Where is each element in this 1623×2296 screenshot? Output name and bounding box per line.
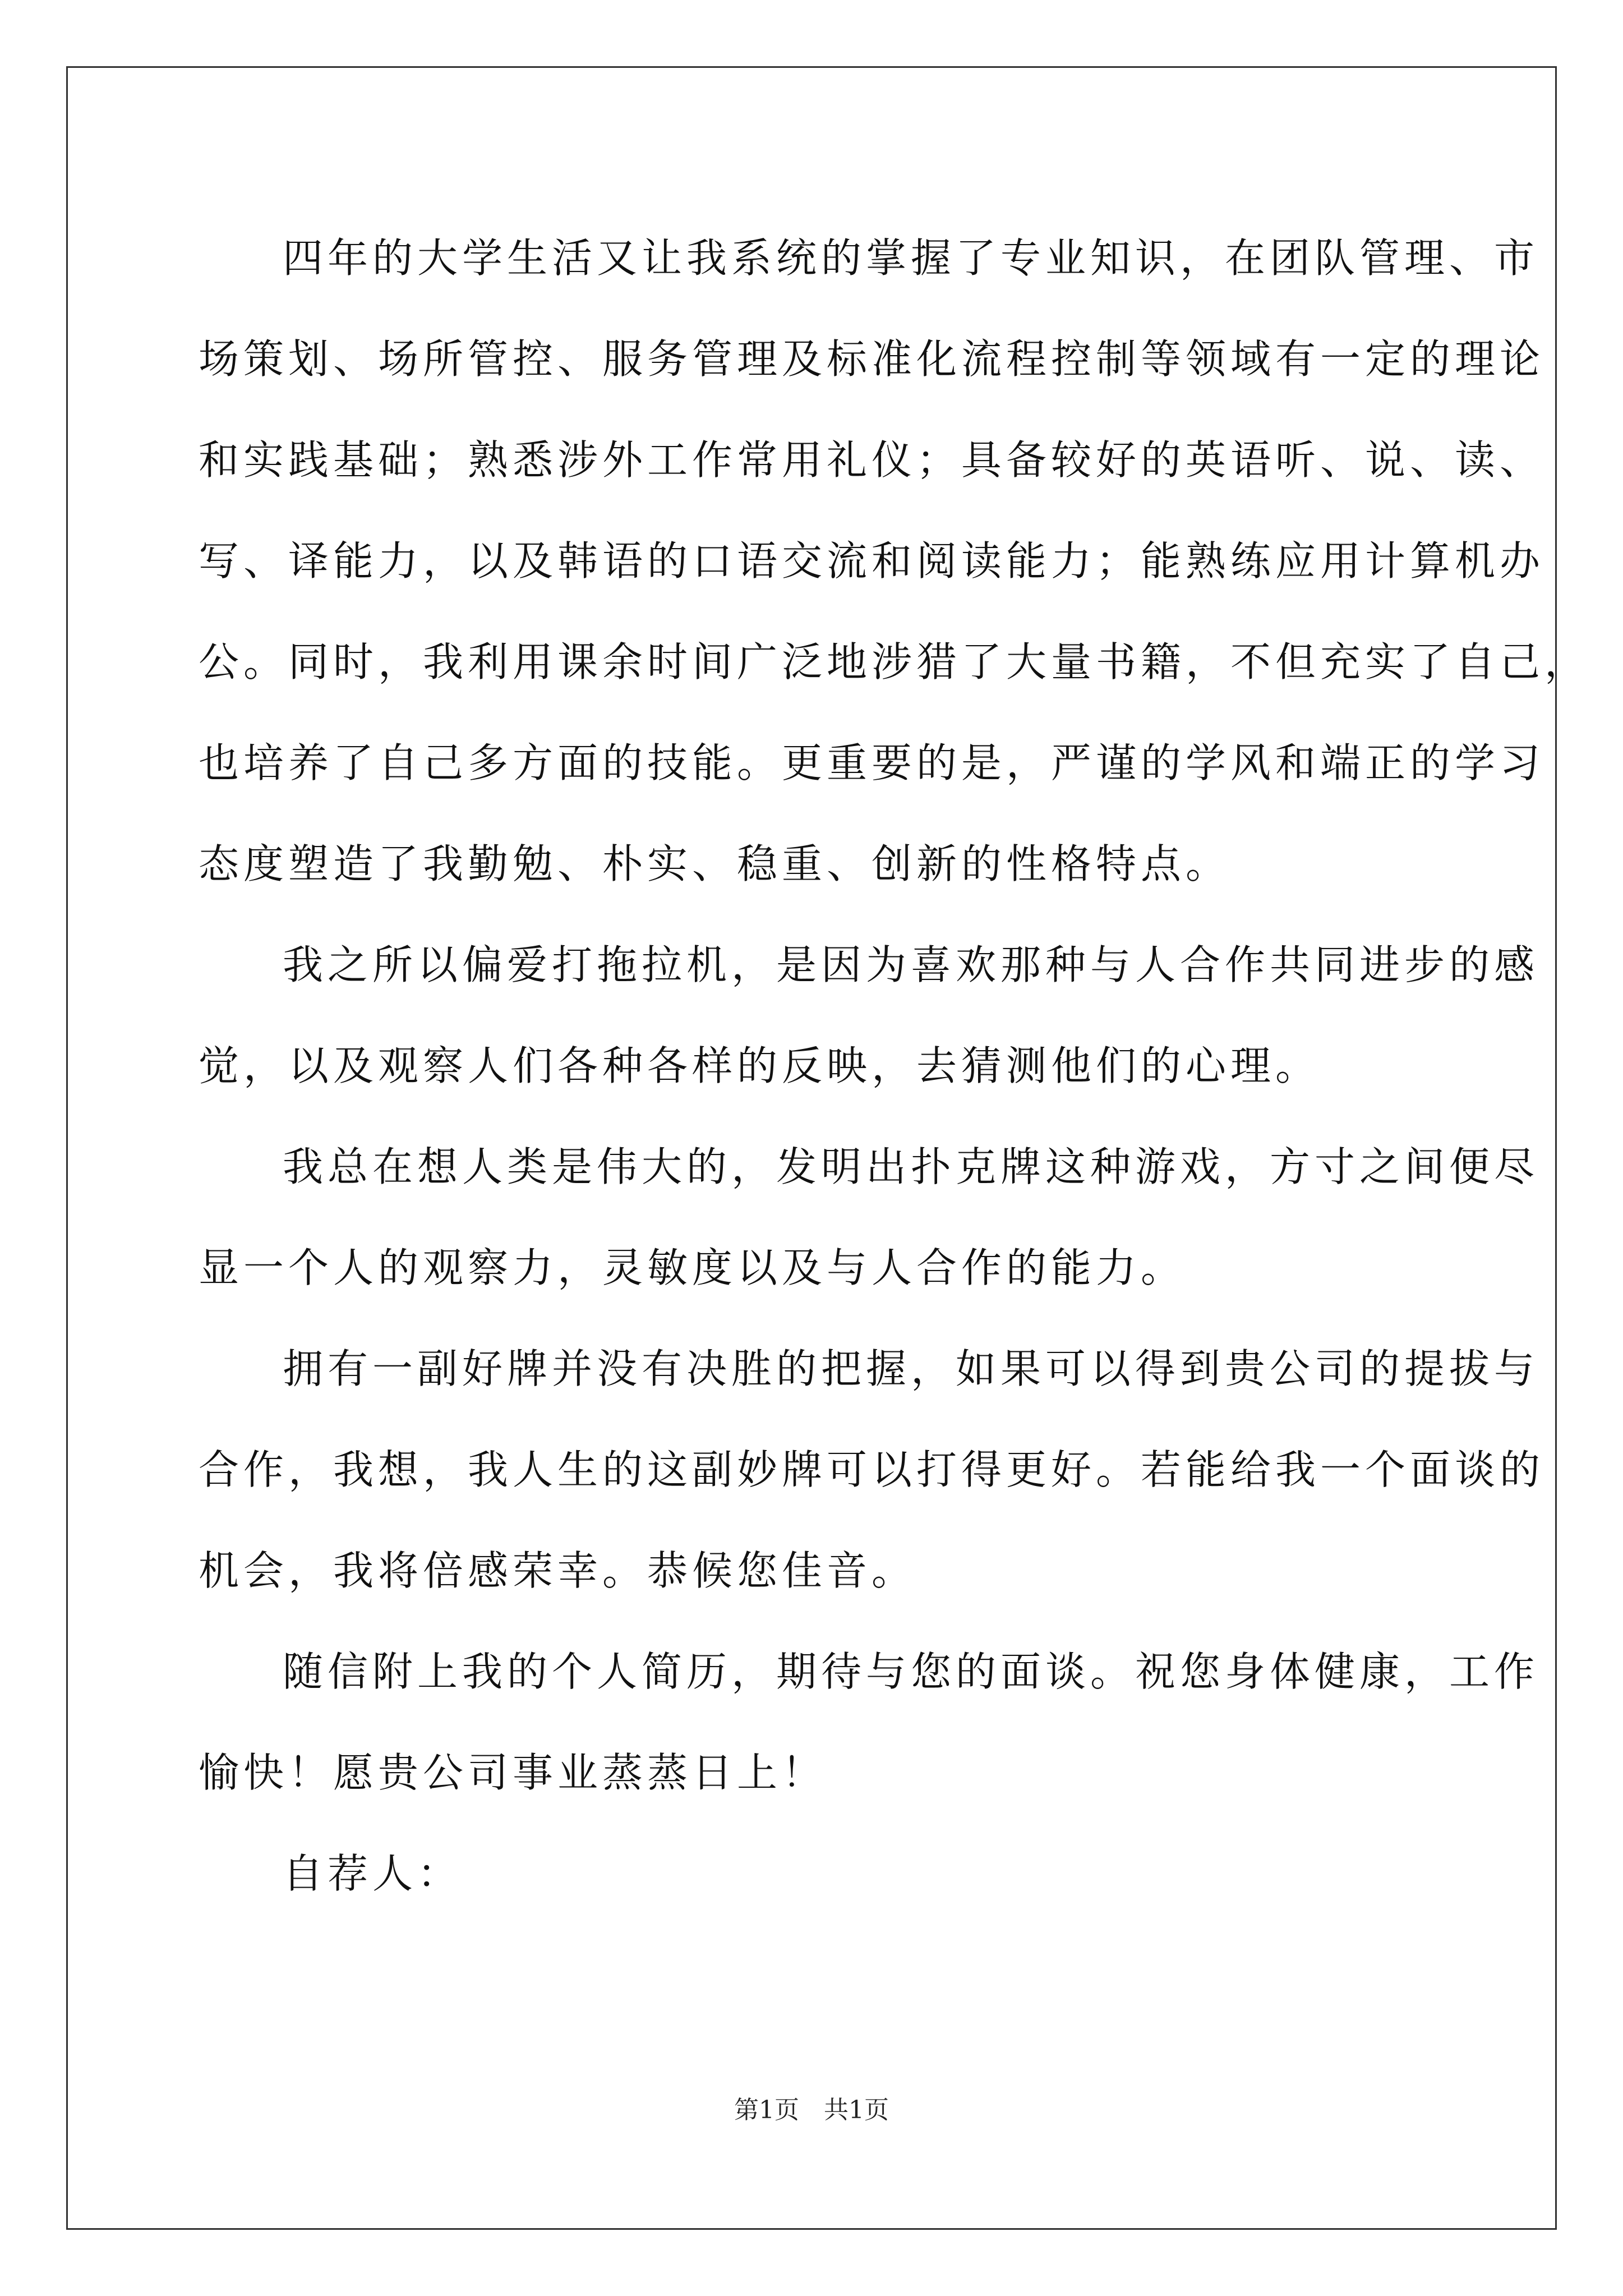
text-line: 公。同时，我利用课余时间广泛地涉猎了大量书籍，不但充实了自己， [199,638,1590,685]
text-line: 合作，我想，我人生的这副妙牌可以打得更好。若能给我一个面谈的 [199,1446,1545,1493]
text-line: 也培养了自己多方面的技能。更重要的是，严谨的学风和端正的学习 [199,739,1545,786]
text-line: 场策划、场所管控、服务管理及标准化流程控制等领域有一定的理论 [199,335,1545,383]
text-line: 愉快！愿贵公司事业蒸蒸日上！ [199,1749,827,1796]
text-line: 写、译能力，以及韩语的口语交流和阅读能力；能熟练应用计算机办 [199,537,1545,585]
text-line: 显一个人的观察力，灵敏度以及与人合作的能力。 [199,1244,1186,1291]
signature-label: 自荐人： [283,1850,463,1897]
text-line: 随信附上我的个人简历，期待与您的面谈。祝您身体健康，工作 [283,1648,1539,1695]
page-total: 共1页 [824,2096,889,2124]
text-line: 觉，以及观察人们各种各样的反映，去猜测他们的心理。 [199,1042,1321,1089]
page-number: 第1页 [734,2096,799,2124]
text-line: 机会，我将倍感荣幸。恭候您佳音。 [199,1547,917,1594]
text-line: 拥有一副好牌并没有决胜的把握，如果可以得到贵公司的提拔与 [283,1345,1539,1392]
text-line: 和实践基础；熟悉涉外工作常用礼仪；具备较好的英语听、说、读、 [199,436,1545,484]
text-line: 四年的大学生活又让我系统的掌握了专业知识，在团队管理、市 [283,234,1539,282]
page-footer [0,2090,1623,2125]
letter-body [199,208,1590,1924]
text-line: 我之所以偏爱打拖拉机，是因为喜欢那种与人合作共同进步的感 [283,941,1539,988]
text-line: 我总在想人类是伟大的，发明出扑克牌这种游戏，方寸之间便尽 [283,1143,1539,1190]
text-line: 态度塑造了我勤勉、朴实、稳重、创新的性格特点。 [199,840,1231,887]
